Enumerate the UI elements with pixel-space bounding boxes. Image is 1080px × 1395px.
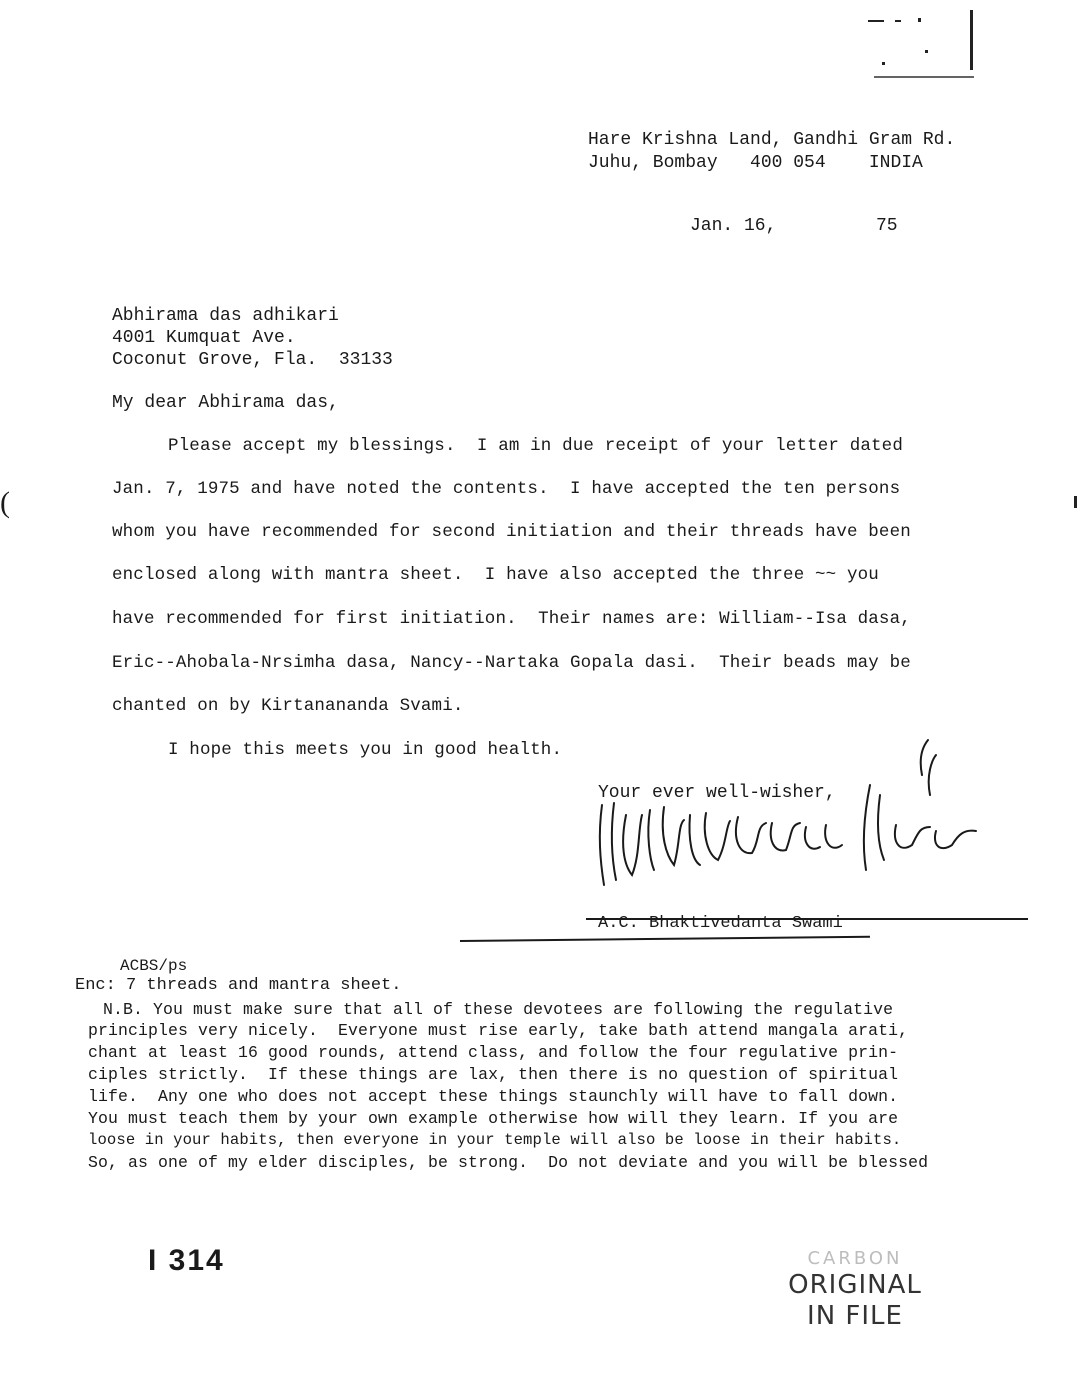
typist-initials: ACBS/ps: [120, 957, 188, 975]
stamp-faint-text: CARBON: [807, 1248, 903, 1269]
body-line: enclosed along with mantra sheet. I have also accepted the three ~~ you: [112, 565, 879, 585]
scan-speck: [918, 18, 921, 22]
postscript-line: ciples strictly. If these things are lax, then there is no question of spiritual: [88, 1065, 899, 1084]
scan-speck: [895, 20, 901, 22]
recipient-city: Coconut Grove, Fla. 33133: [112, 350, 393, 370]
closing: Your ever well-wisher,: [598, 783, 836, 803]
recipient-name: Abhirama das adhikari: [112, 306, 339, 326]
stamp-line-1: ORIGINAL: [788, 1270, 922, 1300]
scan-speck: [882, 62, 885, 65]
letter-date-day: Jan. 16,: [690, 216, 777, 236]
scan-speck: [1074, 496, 1077, 508]
body-line: have recommended for first initiation. Their names are: William--Isa dasa,: [112, 609, 911, 629]
postscript-line: chant at least 16 good rounds, attend class, and follow the four regulative prin-: [88, 1043, 899, 1062]
recipient-street: 4001 Kumquat Ave.: [112, 328, 296, 348]
body-line: I hope this meets you in good health.: [168, 740, 563, 760]
sender-address-line1: Hare Krishna Land, Gandhi Gram Rd.: [588, 130, 956, 150]
signatory-name: A.C. Bhaktivedanta Swami: [598, 914, 843, 933]
body-line: Eric--Ahobala-Nrsimha dasa, Nancy--Nartaka Gopala dasi. Their beads may be: [112, 653, 911, 673]
sender-address-line2: Juhu, Bombay 400 054 INDIA: [588, 153, 923, 173]
postscript-line: N.B. You must make sure that all of these devotees are following the regulative: [103, 1000, 894, 1019]
margin-mark: (: [0, 486, 10, 519]
body-line: Jan. 7, 1975 and have noted the contents. I have accepted the ten persons: [112, 479, 901, 499]
letter-date-year: 75: [876, 216, 898, 236]
postscript-line: You must teach them by your own example otherwise how will they learn. If you are: [88, 1109, 899, 1128]
signature-rule: [460, 936, 870, 942]
original-in-file-stamp: [770, 1248, 940, 1332]
salutation: My dear Abhirama das,: [112, 393, 339, 413]
postscript-line: So, as one of my elder disciples, be strong. Do not deviate and you will be blessed: [88, 1153, 929, 1172]
scan-speck: [925, 50, 928, 53]
postscript-line: loose in your habits, then everyone in your temple will also be loose in their habits.: [88, 1131, 902, 1149]
body-line: chanted on by Kirtanananda Svami.: [112, 696, 464, 716]
file-number-stamp: I 314: [148, 1244, 225, 1277]
body-line: Please accept my blessings. I am in due receipt of your letter dated: [168, 436, 903, 456]
recipient-address: [112, 305, 393, 371]
postscript-line: principles very nicely. Everyone must rise early, take bath attend mangala arati,: [88, 1021, 909, 1040]
handwritten-signature: [580, 735, 1000, 905]
scan-speck: [868, 20, 884, 22]
scan-speck: [970, 10, 973, 70]
sender-address: [588, 129, 955, 175]
stamp-line-2: IN FILE: [807, 1301, 903, 1331]
body-line: whom you have recommended for second initiation and their threads have been: [112, 522, 911, 542]
postscript-line: life. Any one who does not accept these things staunchly will have to fall down.: [88, 1087, 899, 1106]
scan-speck: [874, 76, 974, 78]
enclosure-note: Enc: 7 threads and mantra sheet.: [75, 976, 402, 995]
